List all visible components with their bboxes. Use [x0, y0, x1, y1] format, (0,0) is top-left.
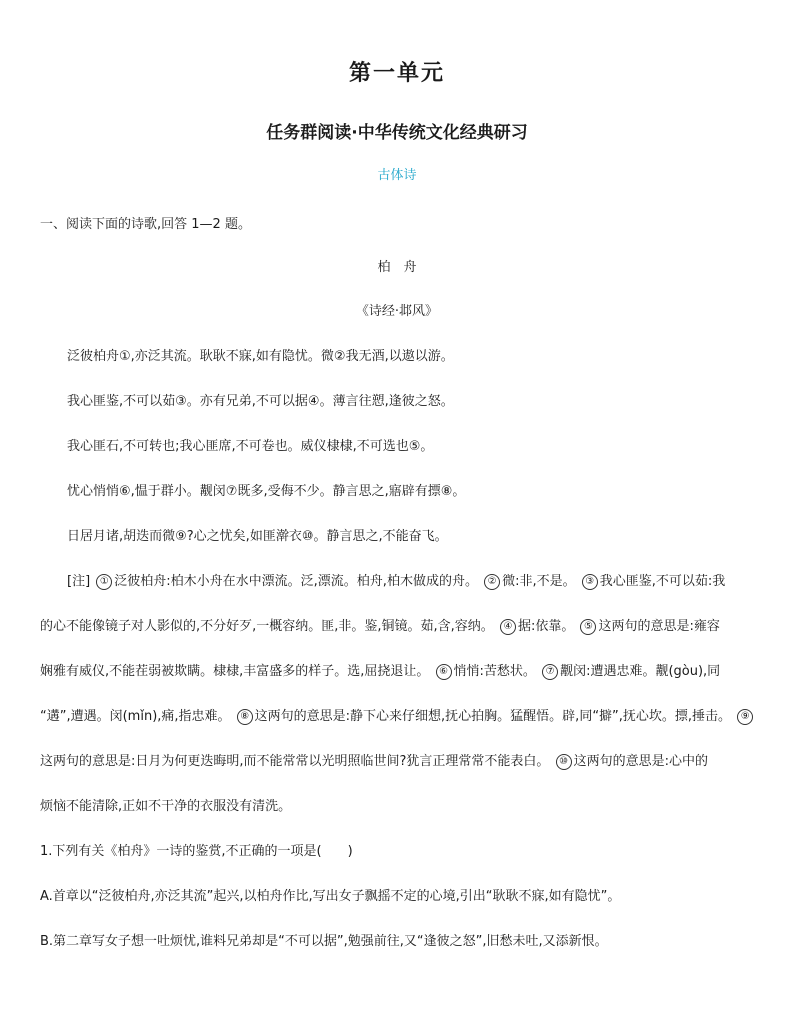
note-marker: ③	[582, 574, 598, 590]
note-text: 觏闵:遭遇忠难。觏(gòu),同	[560, 664, 721, 679]
note-text: 微:非,不是。	[502, 574, 576, 589]
poem-stanza-5: 日居月诸,胡迭而微⑨?心之忧矣,如匪澣衣⑩。静言思之,不能奋飞。	[67, 529, 448, 544]
note-text: 这两句的意思是:雍容	[598, 619, 720, 634]
genre-label: 古体诗	[377, 168, 417, 183]
note-marker: ⑩	[556, 754, 572, 770]
note-marker: ②	[484, 574, 500, 590]
note-text: 烦恼不能清除,正如不干净的衣服没有清洗。	[40, 799, 292, 814]
note-marker: ⑦	[542, 664, 558, 680]
note-marker: ⑨	[737, 709, 753, 725]
unit-title: 第一单元	[348, 61, 445, 86]
note-text: 的心不能像镜子对人影似的,不分好歹,一概容纳。匪,非。鉴,铜镜。茹,含,容纳。	[40, 619, 494, 634]
note-text: 这两句的意思是:静下心来仔细想,抚心拍胸。猛醒悟。辟,同“擗”,抚心坎。摽,捶击。	[254, 709, 732, 724]
poem-stanza-1: 泛彼柏舟①,亦泛其流。耿耿不寐,如有隐忧。微②我无酒,以遨以游。	[67, 349, 454, 364]
option-b: B.第二章写女子想一吐烦忧,谁料兄弟却是“不可以据”,勉强前往,又“逢彼之怒”,旧愁未吐,又添新恨。	[40, 934, 608, 949]
note-text: 泛彼柏舟:柏木小舟在水中漂流。泛,漂流。柏舟,柏木做成的舟。	[114, 574, 478, 589]
notes-row-2	[40, 615, 776, 635]
note-text: 娴雅有威仪,不能茬弱被欺瞒。棣棣,丰富盛多的样子。选,屈挠退让。	[40, 664, 430, 679]
note-marker: ⑤	[580, 619, 596, 635]
poem-stanza-2: 我心匪鉴,不可以茹③。亦有兄弟,不可以据④。薄言往愬,逢彼之怒。	[67, 394, 454, 409]
notes-row-5	[40, 750, 776, 770]
note-text: 这两句的意思是:日月为何更迭晦明,而不能常常以光明照临世间?犹言正理常常不能表白。	[40, 754, 550, 769]
poem-stanza-3: 我心匪石,不可转也;我心匪席,不可卷也。威仪棣棣,不可选也⑤。	[67, 439, 434, 454]
note-text: 悄悄:苦愁状。	[453, 664, 536, 679]
note-text: 这两句的意思是:心中的	[573, 754, 708, 769]
poem-source: 《诗经·邶风》	[355, 304, 439, 319]
note-marker: ①	[96, 574, 112, 590]
notes-row-1	[67, 570, 776, 590]
note-text: 我心匪鉴,不可以茹:我	[599, 574, 726, 589]
task-group-title: 任务群阅读·中华传统文化经典研习	[266, 123, 528, 143]
note-marker: ⑧	[237, 709, 253, 725]
notes-row-6	[40, 795, 776, 814]
note-text: “遘”,遭遇。闵(mǐn),痛,指忠难。	[40, 709, 231, 724]
poem-stanza-4: 忧心悄悄⑥,愠于群小。觏闵⑦既多,受侮不少。静言思之,寤辟有摽⑧。	[67, 484, 466, 499]
reading-instruction: 一、阅读下面的诗歌,回答 1—2 题。	[40, 217, 251, 232]
note-marker: ④	[500, 619, 516, 635]
notes-row-4	[40, 705, 776, 725]
question-stem: 1.下列有关《柏舟》一诗的鉴赏,不正确的一项是( )	[40, 844, 353, 859]
option-a: A.首章以“泛彼柏舟,亦泛其流”起兴,以柏舟作比,写出女子飘摇不定的心境,引出“耿耿不寐,如有隐忧”。	[40, 889, 621, 904]
poem-title: 柏 舟	[377, 260, 417, 275]
note-text: 据:依靠。	[517, 619, 575, 634]
notes-label: [注]	[67, 574, 91, 589]
note-marker: ⑥	[436, 664, 452, 680]
notes-row-3	[40, 660, 776, 680]
